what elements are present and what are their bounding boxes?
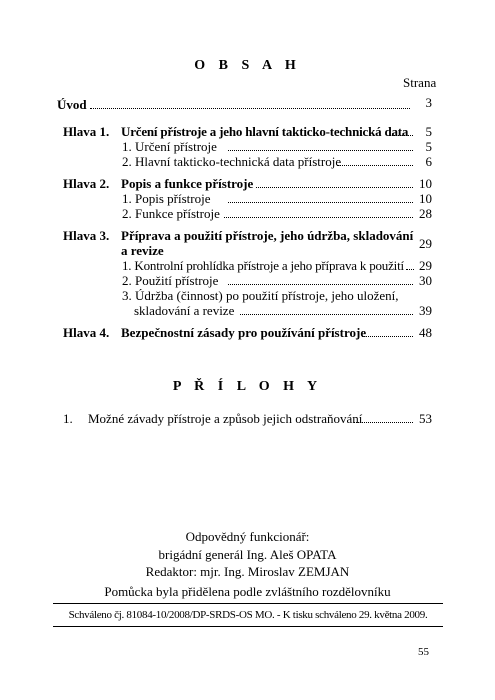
credits-line3: Redaktor: mjr. Ing. Miroslav ZEMJAN bbox=[145, 564, 350, 579]
toc-leader bbox=[240, 313, 413, 315]
chapter-1-title: Určení přístroje a jeho hlavní takticko-technická data bbox=[121, 124, 409, 139]
chapter-3-item-3-line2: skladování a revize bbox=[134, 303, 235, 318]
credits-line2: brigádní generál Ing. Aleš OPATA bbox=[158, 547, 337, 562]
toc-leader bbox=[256, 186, 413, 188]
chapter-1-item-1-page: 5 bbox=[425, 139, 432, 154]
credits-line4: Pomůcka byla přidělena podle zvláštního rozdělovníku bbox=[104, 584, 391, 599]
toc-leader bbox=[228, 149, 413, 151]
appendix-item-text: Možné závady přístroje a způsob jejich odstraňování bbox=[88, 411, 363, 426]
appendix-item-page: 53 bbox=[419, 411, 432, 426]
chapter-2-item-1-page: 10 bbox=[419, 191, 432, 206]
appendix-item-label: 1. bbox=[63, 411, 73, 426]
approval-note: Schváleno čj. 81084-10/2008/DP-SRDS-OS MO. - K tisku schváleno 29. května 2009. bbox=[68, 609, 428, 621]
chapter-2-label: Hlava 2. bbox=[63, 176, 110, 191]
chapter-2-title: Popis a funkce přístroje bbox=[121, 176, 254, 191]
chapter-4-title: Bezpečnostní zásady pro používání přístroje bbox=[121, 325, 367, 340]
chapter-1-item-1: 1. Určení přístroje bbox=[122, 139, 217, 154]
chapter-3-title-line2: a revize bbox=[121, 243, 164, 258]
toc-leader bbox=[228, 201, 413, 203]
chapter-3-page: 29 bbox=[419, 236, 432, 251]
chapter-3-item-1: 1. Kontrolní prohlídka přístroje a jeho příprava k použití bbox=[122, 258, 404, 273]
chapter-1-item-2: 2. Hlavní takticko-technická data přístroje bbox=[122, 154, 342, 169]
chapter-2-item-2: 2. Funkce přístroje bbox=[122, 206, 220, 221]
chapter-4-label: Hlava 4. bbox=[63, 325, 110, 340]
chapter-1-item-2-page: 6 bbox=[425, 154, 432, 169]
credits-line1: Odpovědný funkcionář: bbox=[185, 529, 310, 544]
toc-leader bbox=[90, 107, 410, 109]
chapter-4-page: 48 bbox=[419, 325, 432, 340]
divider-bottom bbox=[53, 626, 443, 627]
chapter-3-label: Hlava 3. bbox=[63, 228, 110, 243]
toc-leader bbox=[224, 216, 413, 218]
toc-intro-label: Úvod bbox=[57, 97, 87, 112]
chapter-3-item-3-page: 39 bbox=[419, 303, 432, 318]
toc-intro-page: 3 bbox=[425, 95, 432, 110]
toc-title: O B S A H bbox=[194, 58, 301, 73]
appendix-title: P Ř Í L O H Y bbox=[172, 379, 323, 394]
chapter-3-item-2-page: 30 bbox=[419, 273, 432, 288]
page-column-label: Strana bbox=[403, 75, 437, 90]
chapter-2-item-1: 1. Popis přístroje bbox=[122, 191, 211, 206]
chapter-1-label: Hlava 1. bbox=[63, 124, 110, 139]
chapter-3-item-2: 2. Použití přístroje bbox=[122, 273, 219, 288]
divider-top bbox=[53, 603, 443, 604]
chapter-1-page: 5 bbox=[425, 124, 432, 139]
chapter-3-item-1-page: 29 bbox=[419, 258, 432, 273]
chapter-2-item-2-page: 28 bbox=[419, 206, 432, 221]
chapter-2-page: 10 bbox=[419, 176, 432, 191]
chapter-3-item-3-line1: 3. Údržba (činnost) po použití přístroje, jeho uložení, bbox=[122, 288, 399, 303]
toc-leader bbox=[228, 283, 413, 285]
chapter-3-title-line1: Příprava a použití přístroje, jeho údržba, skladování bbox=[121, 228, 414, 243]
page-number: 55 bbox=[418, 646, 429, 658]
